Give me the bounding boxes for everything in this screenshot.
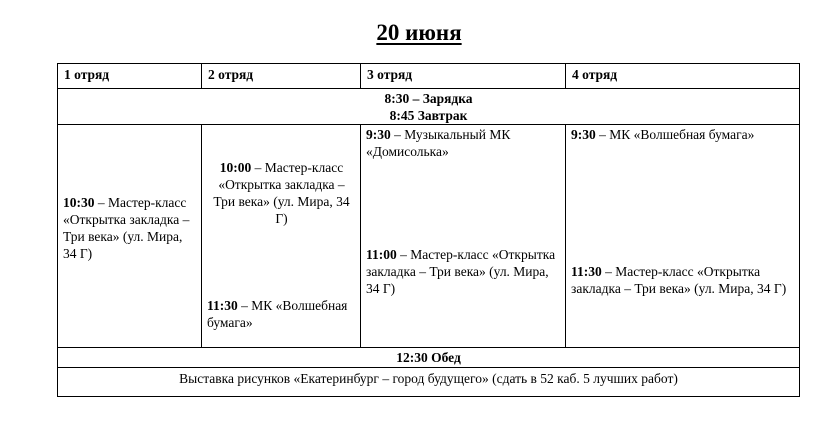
header-row xyxy=(58,64,800,89)
squad-1-cell xyxy=(58,125,202,348)
page-title xyxy=(0,18,838,48)
squad-2-event-2-text: – МК «Волшебная бумага» xyxy=(207,298,348,330)
squad-2-cell xyxy=(202,125,361,348)
page-title-text: 20 июня xyxy=(376,20,462,45)
squad-2-event-1 xyxy=(210,159,353,227)
squad-3-event-2-text: – Мастер-класс «Открытка закладка – Три века» (ул. Мира, 34 Г) xyxy=(366,247,556,296)
exhibition-note: Выставка рисунков «Екатеринбург – город будущего» (сдать в 52 каб. 5 лучших работ) xyxy=(58,368,800,397)
squad-3-event-1-text: – Музыкальный МК «Домисолька» xyxy=(366,127,511,159)
squad-4-event-1 xyxy=(571,126,793,143)
squad-3-cell xyxy=(361,125,566,348)
squad-4-event-2-time: 11:30 xyxy=(571,264,602,279)
squad-4-event-1-time: 9:30 xyxy=(571,127,596,142)
squad-2-event-2 xyxy=(207,297,355,331)
squad-3-event-1-time: 9:30 xyxy=(366,127,391,142)
squad-4-event-1-text: – МК «Волшебная бумага» xyxy=(595,127,755,142)
lunch-cell: 12:30 Обед xyxy=(58,348,800,368)
note-row xyxy=(58,368,800,397)
squad-1-event-1-text: – Мастер-класс «Открытка закладка – Три века» (ул. Мира, 34 Г) xyxy=(63,195,190,261)
morning-row xyxy=(58,89,800,125)
squad-2-event-1-time: 10:00 xyxy=(219,160,252,175)
squad-3-event-2-time: 11:00 xyxy=(366,247,397,262)
exercise-line: 8:30 – Зарядка xyxy=(384,91,473,106)
squad-1-event-1-time: 10:30 xyxy=(63,195,95,210)
header-squad-4: 4 отряд xyxy=(566,64,800,89)
header-squad-3: 3 отряд xyxy=(361,64,566,89)
squad-4-event-2 xyxy=(571,263,793,297)
header-squad-1: 1 отряд xyxy=(58,64,202,89)
schedule-table xyxy=(57,63,800,397)
squad-3-event-1 xyxy=(366,126,558,160)
squad-2-event-1-text: – Мастер-класс «Открытка закладка – Три века» (ул. Мира, 34 Г) xyxy=(213,160,350,226)
header-squad-2: 2 отряд xyxy=(202,64,361,89)
squad-2-event-2-time: 11:30 xyxy=(207,298,238,313)
squad-1-event-1 xyxy=(63,194,191,262)
activities-row xyxy=(58,125,800,348)
breakfast-line: 8:45 Завтрак xyxy=(389,108,468,123)
morning-cell xyxy=(58,89,800,125)
squad-4-event-2-text: – Мастер-класс «Открытка закладка – Три века» (ул. Мира, 34 Г) xyxy=(571,264,787,296)
squad-4-cell xyxy=(566,125,800,348)
squad-3-event-2 xyxy=(366,246,558,297)
lunch-row xyxy=(58,348,800,368)
